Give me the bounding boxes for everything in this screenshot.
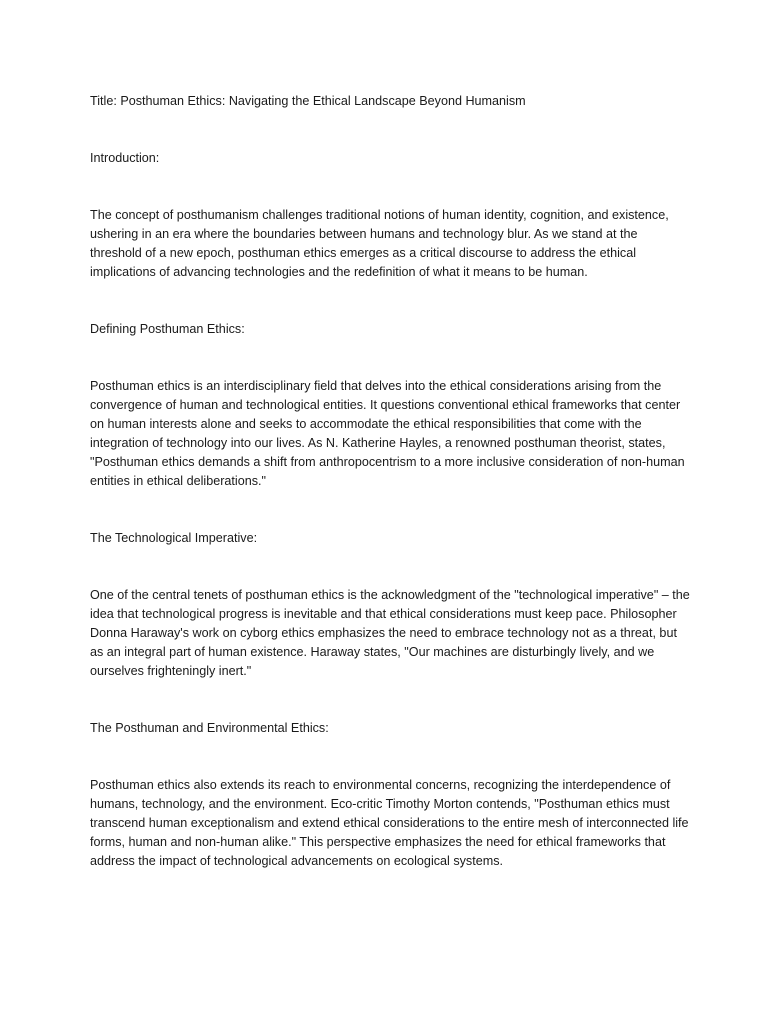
section-body-environmental-ethics: Posthuman ethics also extends its reach to environmental concerns, recognizing the interdependence of humans, technology, and the environment. Eco-critic Timothy Morton contends, "Posthuman ethics must transcend human exceptionalism and extend ethical considerations to the entire mesh of interconnected life forms, human and non-human alike." This perspective emphasizes the need for ethical frameworks that address the impact of technological advancements on ecological systems. xyxy=(90,778,689,868)
section-body-technological-imperative: One of the central tenets of posthuman ethics is the acknowledgment of the "technological imperative" – the idea that technological progress is inevitable and that ethical considerations must keep pace. Philosopher Donna Haraway's work on cyborg ethics emphasizes the need to embrace technology not as a threat, but as an integral part of human existence. Haraway states, "Our machines are disturbingly lively, and we ourselves frighteningly inert." xyxy=(90,588,690,678)
section-heading-environmental-ethics: The Posthuman and Environmental Ethics: xyxy=(90,721,329,735)
section-body-defining: Posthuman ethics is an interdisciplinary field that delves into the ethical considerations arising from the convergence of human and technological entities. It questions conventional ethical frameworks that center on human interests alone and seeks to accommodate the ethical responsibilities that come with the integration of technology into our lives. As N. Katherine Hayles, a renowned posthuman theorist, states, "Posthuman ethics demands a shift from anthropocentrism to a more inclusive consideration of non-human entities in ethical deliberations." xyxy=(90,379,685,488)
section-heading-technological-imperative: The Technological Imperative: xyxy=(90,531,258,545)
document-title: Title: Posthuman Ethics: Navigating the Ethical Landscape Beyond Humanism xyxy=(90,94,526,108)
document-page xyxy=(90,92,690,909)
section-heading-defining: Defining Posthuman Ethics: xyxy=(90,322,245,336)
section-heading-introduction: Introduction: xyxy=(90,151,160,165)
section-body-introduction: The concept of posthumanism challenges traditional notions of human identity, cognition, and existence, ushering in an era where the boundaries between humans and technology blur. As we stand at the threshold of a new epoch, posthuman ethics emerges as a critical discourse to address the ethical implications of advancing technologies and the redefinition of what it means to be human. xyxy=(90,208,669,279)
